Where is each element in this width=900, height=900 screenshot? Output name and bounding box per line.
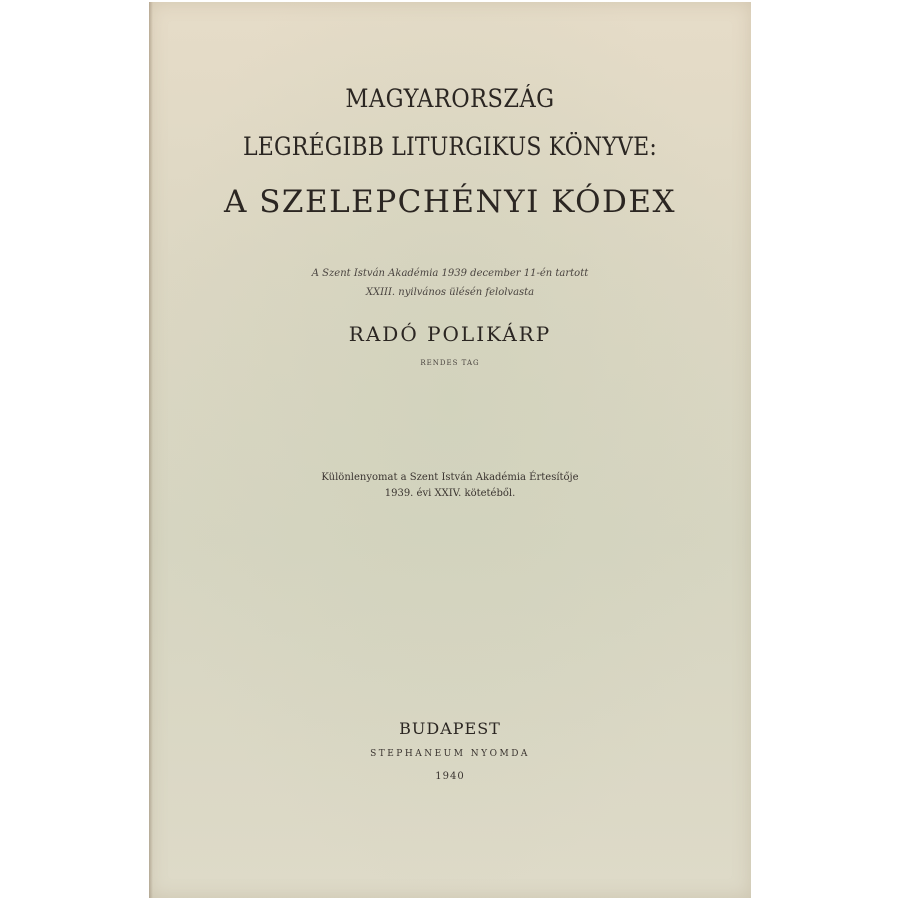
reprint-note-line-2: 1939. évi XXIV. kötetéből. [384,488,516,499]
title-line-1: MAGYARORSZÁG [345,84,555,113]
publication-year: 1940 [435,771,465,782]
reprint-note-line-1: Különlenyomat a Szent István Akadémia Értesítője [321,472,579,483]
author-name: RADÓ POLIKÁRP [348,322,552,346]
author-role: RENDES TAG [420,359,480,367]
title-line-2: LEGRÉGIBB LITURGIKUS KÖNYVE: [242,132,658,161]
publication-city: BUDAPEST [399,719,501,738]
lecture-note-line-1: A Szent István Akadémia 1939 december 11-én tartott [311,268,589,279]
title-line-3: A SZELEPCHÉNYI KÓDEX [223,184,677,220]
book-cover [149,2,751,898]
printer-name: STEPHANEUM NYOMDA [370,749,530,759]
lecture-note-line-2: XXIII. nyilvános ülésén felolvasta [365,287,535,298]
